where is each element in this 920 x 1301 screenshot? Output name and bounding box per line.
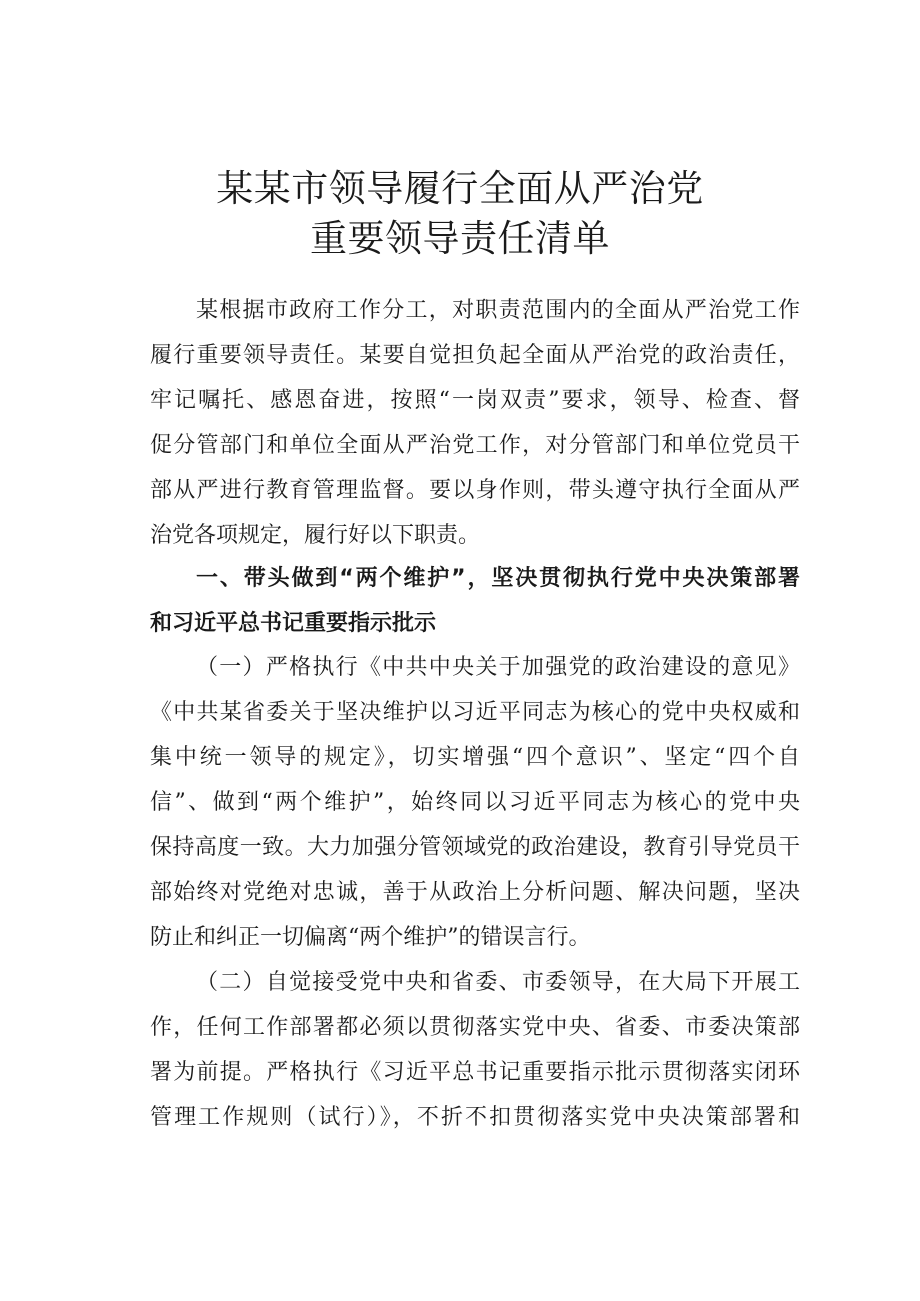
item-one-line: 防止和纠正一切偏离“两个维护”的错误言行。 — [150, 925, 591, 950]
item-two-line: 管理工作规则（试行）》，不折不扣贯彻落实党中央决策部署和 — [150, 1105, 800, 1130]
intro-line: 治党各项规定，履行好以下职责。 — [150, 523, 481, 548]
item-one-line: 《中共某省委关于坚决维护以习近平同志为核心的党中央权威和 — [150, 700, 800, 725]
document-title-line-1: 某某市领导履行全面从严治党 — [216, 167, 704, 210]
intro-line: 促分管部门和单位全面从严治党工作，对分管部门和单位党员干 — [150, 433, 800, 458]
item-one-line: 保持高度一致。大力加强分管领域党的政治建设，教育引导党员干 — [150, 835, 800, 860]
item-two-line: 署为前提。严格执行《习近平总书记重要指示批示贯彻落实闭环 — [150, 1060, 800, 1085]
item-two-line: （二）自觉接受党中央和省委、市委领导，在大局下开展工 — [196, 970, 800, 995]
item-one-line: 信”、做到“两个维护”，始终同以习近平同志为核心的党中央 — [150, 790, 800, 815]
intro-line: 履行重要领导责任。某要自觉担负起全面从严治党的政治责任， — [150, 343, 800, 368]
section-heading-line: 和习近平总书记重要指示批示 — [150, 611, 437, 636]
intro-line: 部从严进行教育管理监督。要以身作则，带头遵守执行全面从严 — [150, 478, 800, 503]
section-heading-line: 一、带头做到“两个维护”，坚决贯彻执行党中央决策部署 — [196, 566, 800, 591]
item-one-line: （一）严格执行《中共中央关于加强党的政治建设的意见》 — [196, 655, 800, 680]
document-title-line-2: 重要领导责任清单 — [310, 217, 610, 260]
item-one-line: 集中统一领导的规定》，切实增强“四个意识”、坚定“四个自 — [150, 745, 800, 770]
item-two-line: 作，任何工作部署都必须以贯彻落实党中央、省委、市委决策部 — [150, 1015, 800, 1040]
item-one-line: 部始终对党绝对忠诚，善于从政治上分析问题、解决问题，坚决 — [150, 880, 800, 905]
intro-line: 牢记嘱托、感恩奋进，按照“一岗双责”要求，领导、检查、督 — [150, 388, 800, 413]
intro-line: 某根据市政府工作分工，对职责范围内的全面从严治党工作 — [196, 298, 800, 323]
